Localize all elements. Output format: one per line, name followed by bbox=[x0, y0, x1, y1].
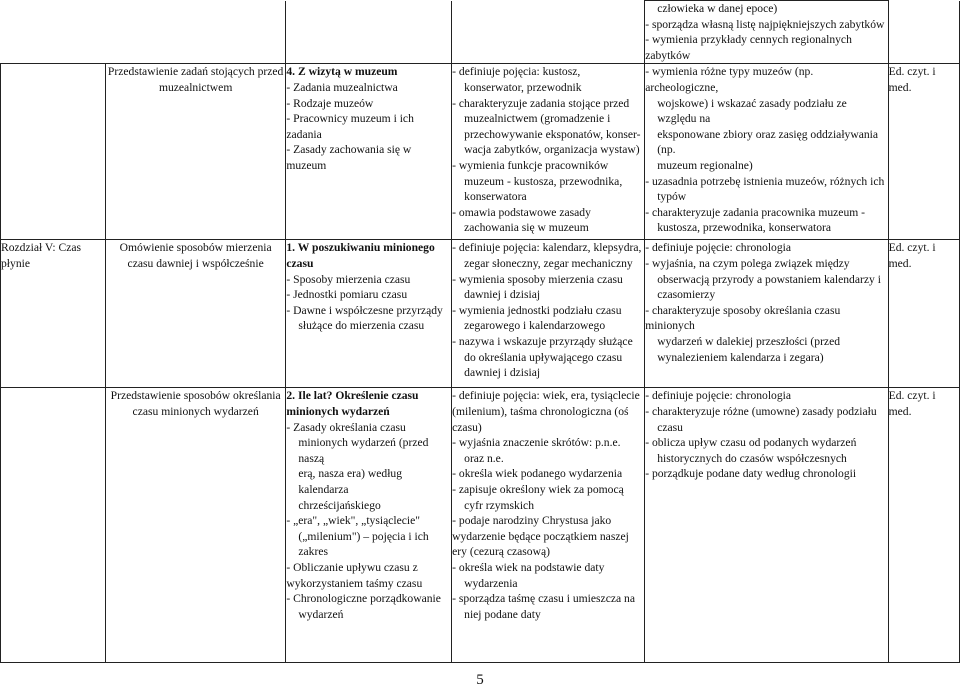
req-line: wacja zabytków, organizacja wystaw) bbox=[464, 143, 640, 157]
req-line: - definiuje pojęcia: kalendarz, klepsydra, bbox=[452, 241, 642, 255]
req-line: konserwatora bbox=[464, 190, 527, 204]
req-line: - omawia podstawowe zasady bbox=[452, 205, 591, 219]
req-line: - wymienia jednostki podziału czasu bbox=[452, 303, 622, 317]
page-number: 5 bbox=[476, 672, 484, 688]
links-cell: Ed. czyt. i med. bbox=[888, 64, 959, 240]
topic-item: - Dawne i współczesne przyrządy bbox=[286, 303, 443, 317]
req-line: - charakteryzuje różne (umowne) zasady podziału bbox=[645, 404, 877, 418]
topic-item: („milenium") – pojęcia i ich bbox=[298, 529, 429, 543]
req-line: czasomierzy bbox=[657, 288, 716, 302]
carry-line: człowieka w danej epoce) bbox=[657, 2, 778, 15]
table-row bbox=[1, 64, 960, 240]
req-line: typów bbox=[657, 190, 687, 204]
topic-item: zakres bbox=[298, 545, 328, 559]
req-line: dawniej i dzisiaj bbox=[464, 366, 541, 380]
table-row bbox=[1, 388, 960, 663]
req-line: dawniej i dzisiaj bbox=[464, 288, 541, 302]
req-line: - definiuje pojęcie: chronologia bbox=[645, 389, 792, 403]
req-line: - wyjaśnia, na czym polega związek między bbox=[645, 256, 850, 270]
topic-title: 1. W poszukiwaniu minionego czasu bbox=[286, 241, 435, 270]
topic-item: - Sposoby mierzenia czasu bbox=[286, 272, 411, 286]
basic-requirements-cell bbox=[452, 388, 645, 663]
req-line: historycznych do czasów współczesnych bbox=[657, 451, 847, 465]
extended-requirements-cell bbox=[645, 240, 888, 388]
req-line: - podaje narodziny Chrystusa jako bbox=[452, 514, 612, 528]
topic-item: - Zasady zachowania się w muzeum bbox=[286, 143, 412, 172]
req-line: muzeum regionalne) bbox=[657, 158, 753, 172]
links-cell: Ed. czyt. i med. bbox=[888, 240, 959, 388]
req-line: wydarzenie będące początkiem naszej bbox=[452, 529, 629, 543]
req-line: ery (cezurą czasową) bbox=[452, 545, 550, 559]
basic-requirements-cell bbox=[452, 240, 645, 388]
req-line: wynalezieniem kalendarza i zegara) bbox=[657, 350, 824, 364]
req-line: - charakteryzuje sposoby określania czasu minionych bbox=[645, 303, 841, 333]
basic-requirements-cell bbox=[452, 64, 645, 240]
req-line: wojskowe) i wskazać zasady podziału ze względu na bbox=[657, 96, 847, 126]
carry-line: - wymienia przykłady cennych regionalnych zabytków bbox=[645, 33, 852, 62]
extended-requirements-cell bbox=[645, 388, 888, 663]
req-line: - wymienia funkcje pracowników bbox=[452, 158, 609, 172]
req-line: - charakteryzuje zadania pracownika muzeum - bbox=[645, 205, 866, 219]
links-cell: Ed. czyt. i med. bbox=[888, 388, 959, 663]
req-line: czasu) bbox=[452, 420, 482, 434]
req-line: zachowania się w muzeum bbox=[464, 221, 589, 235]
goal-cell: Przedstawienie zadań stojących przed muzealnictwem bbox=[105, 64, 285, 240]
extended-requirements-cell bbox=[645, 64, 888, 240]
topic-item: erą, nasza era) według kalendarza bbox=[298, 467, 403, 496]
req-line: cyfr rzymskich bbox=[464, 498, 534, 512]
carry-line: - sporządza własną listę najpiękniejszych zabytków bbox=[645, 17, 885, 31]
section-cell bbox=[1, 64, 106, 240]
req-line: obserwacją przyrody a powstaniem kalendarzy i bbox=[657, 272, 881, 286]
req-line: konserwator, przewodnik bbox=[464, 80, 582, 94]
req-line: - wymienia różne typy muzeów (np. archeologiczne, bbox=[645, 65, 814, 94]
req-line: - definiuje pojęcie: chronologia bbox=[645, 241, 792, 255]
req-line: przechowywanie eksponatów, konser- bbox=[464, 127, 641, 141]
section-cell: Rozdział V: Czas płynie bbox=[1, 240, 106, 388]
carry-over-cell bbox=[645, 1, 888, 64]
topic-title: 2. Ile lat? Określenie czasu minionych wydarzeń bbox=[286, 389, 419, 418]
topic-item: minionych wydarzeń (przed naszą bbox=[298, 436, 429, 465]
topic-item: - Zadania muzealnictwa bbox=[286, 80, 398, 94]
req-line: - nazywa i wskazuje przyrządy służące bbox=[452, 334, 633, 348]
req-line: wydarzenia bbox=[464, 576, 518, 590]
req-line: muzealnictwem (gromadzenie i bbox=[464, 112, 611, 126]
topic-item: chrześcijańskiego bbox=[298, 498, 381, 512]
req-line: kustosza, przewodnika, konserwatora bbox=[657, 221, 832, 235]
req-line: - oblicza upływ czasu od podanych wydarzeń bbox=[645, 436, 857, 450]
goal-cell: Omówienie sposobów mierzenia czasu dawniej i współcześnie bbox=[105, 240, 285, 388]
topic-cell bbox=[286, 388, 452, 663]
req-line: - określa wiek podanego wydarzenia bbox=[452, 467, 623, 481]
req-line: oraz n.e. bbox=[464, 451, 504, 465]
req-line: wydarzeń w dalekiej przeszłości (przed bbox=[657, 334, 841, 348]
req-line: - definiuje pojęcia: wiek, era, tysiąclecie bbox=[452, 389, 640, 403]
req-line: eksponowane zbiory oraz zasięg oddziaływania (np. bbox=[657, 127, 879, 157]
req-line: do określania upływającego czasu bbox=[464, 350, 623, 364]
req-line: - porządkuje podane daty według chronologii bbox=[645, 467, 857, 481]
req-line: - uzasadnia potrzebę istnienia muzeów, różnych ich bbox=[645, 174, 885, 188]
topic-item: - Obliczanie upływu czasu z bbox=[286, 560, 418, 574]
topic-item: - Zasady określania czasu bbox=[286, 420, 406, 434]
topic-item: wykorzystaniem taśmy czasu bbox=[286, 576, 423, 590]
goal-cell: Przedstawienie sposobów określania czasu minionych wydarzeń bbox=[105, 388, 285, 663]
req-line: - określa wiek na podstawie daty bbox=[452, 560, 605, 574]
req-line: muzeum - kustosza, przewodnika, bbox=[464, 174, 623, 188]
topic-item: - Pracownicy muzeum i ich zadania bbox=[286, 112, 414, 141]
table-row bbox=[1, 240, 960, 388]
topic-cell bbox=[286, 240, 452, 388]
req-line: niej podane daty bbox=[464, 607, 541, 621]
req-line: - zapisuje określony wiek za pomocą bbox=[452, 482, 624, 496]
topic-item: - Jednostki pomiaru czasu bbox=[286, 288, 408, 302]
req-line: - wymienia sposoby mierzenia czasu bbox=[452, 272, 623, 286]
topic-item: wydarzeń bbox=[298, 607, 344, 621]
topic-item: - Rodzaje muzeów bbox=[286, 96, 374, 110]
topic-item: służące do mierzenia czasu bbox=[298, 319, 425, 333]
req-line: (milenium), taśma chronologiczna (oś bbox=[452, 404, 629, 418]
topic-item: - Chronologiczne porządkowanie bbox=[286, 592, 441, 606]
req-line: zegarowego i kalendarzowego bbox=[464, 319, 606, 333]
section-cell bbox=[1, 388, 106, 663]
req-line: - wyjaśnia znaczenie skrótów: p.n.e. bbox=[452, 436, 621, 450]
topic-cell bbox=[286, 64, 452, 240]
topic-item: - „era", „wiek", „tysiąclecie" bbox=[286, 514, 420, 528]
topic-title: 4. Z wizytą w muzeum bbox=[286, 65, 398, 79]
req-line: - sporządza taśmę czasu i umieszcza na bbox=[452, 592, 635, 606]
carry-over-row bbox=[1, 1, 960, 64]
req-line: - definiuje pojęcia: kustosz, bbox=[452, 65, 581, 79]
req-line: zegar słoneczny, zegar mechaniczny bbox=[464, 256, 633, 270]
req-line: czasu bbox=[657, 420, 683, 434]
req-line: - charakteryzuje zadania stojące przed bbox=[452, 96, 630, 110]
